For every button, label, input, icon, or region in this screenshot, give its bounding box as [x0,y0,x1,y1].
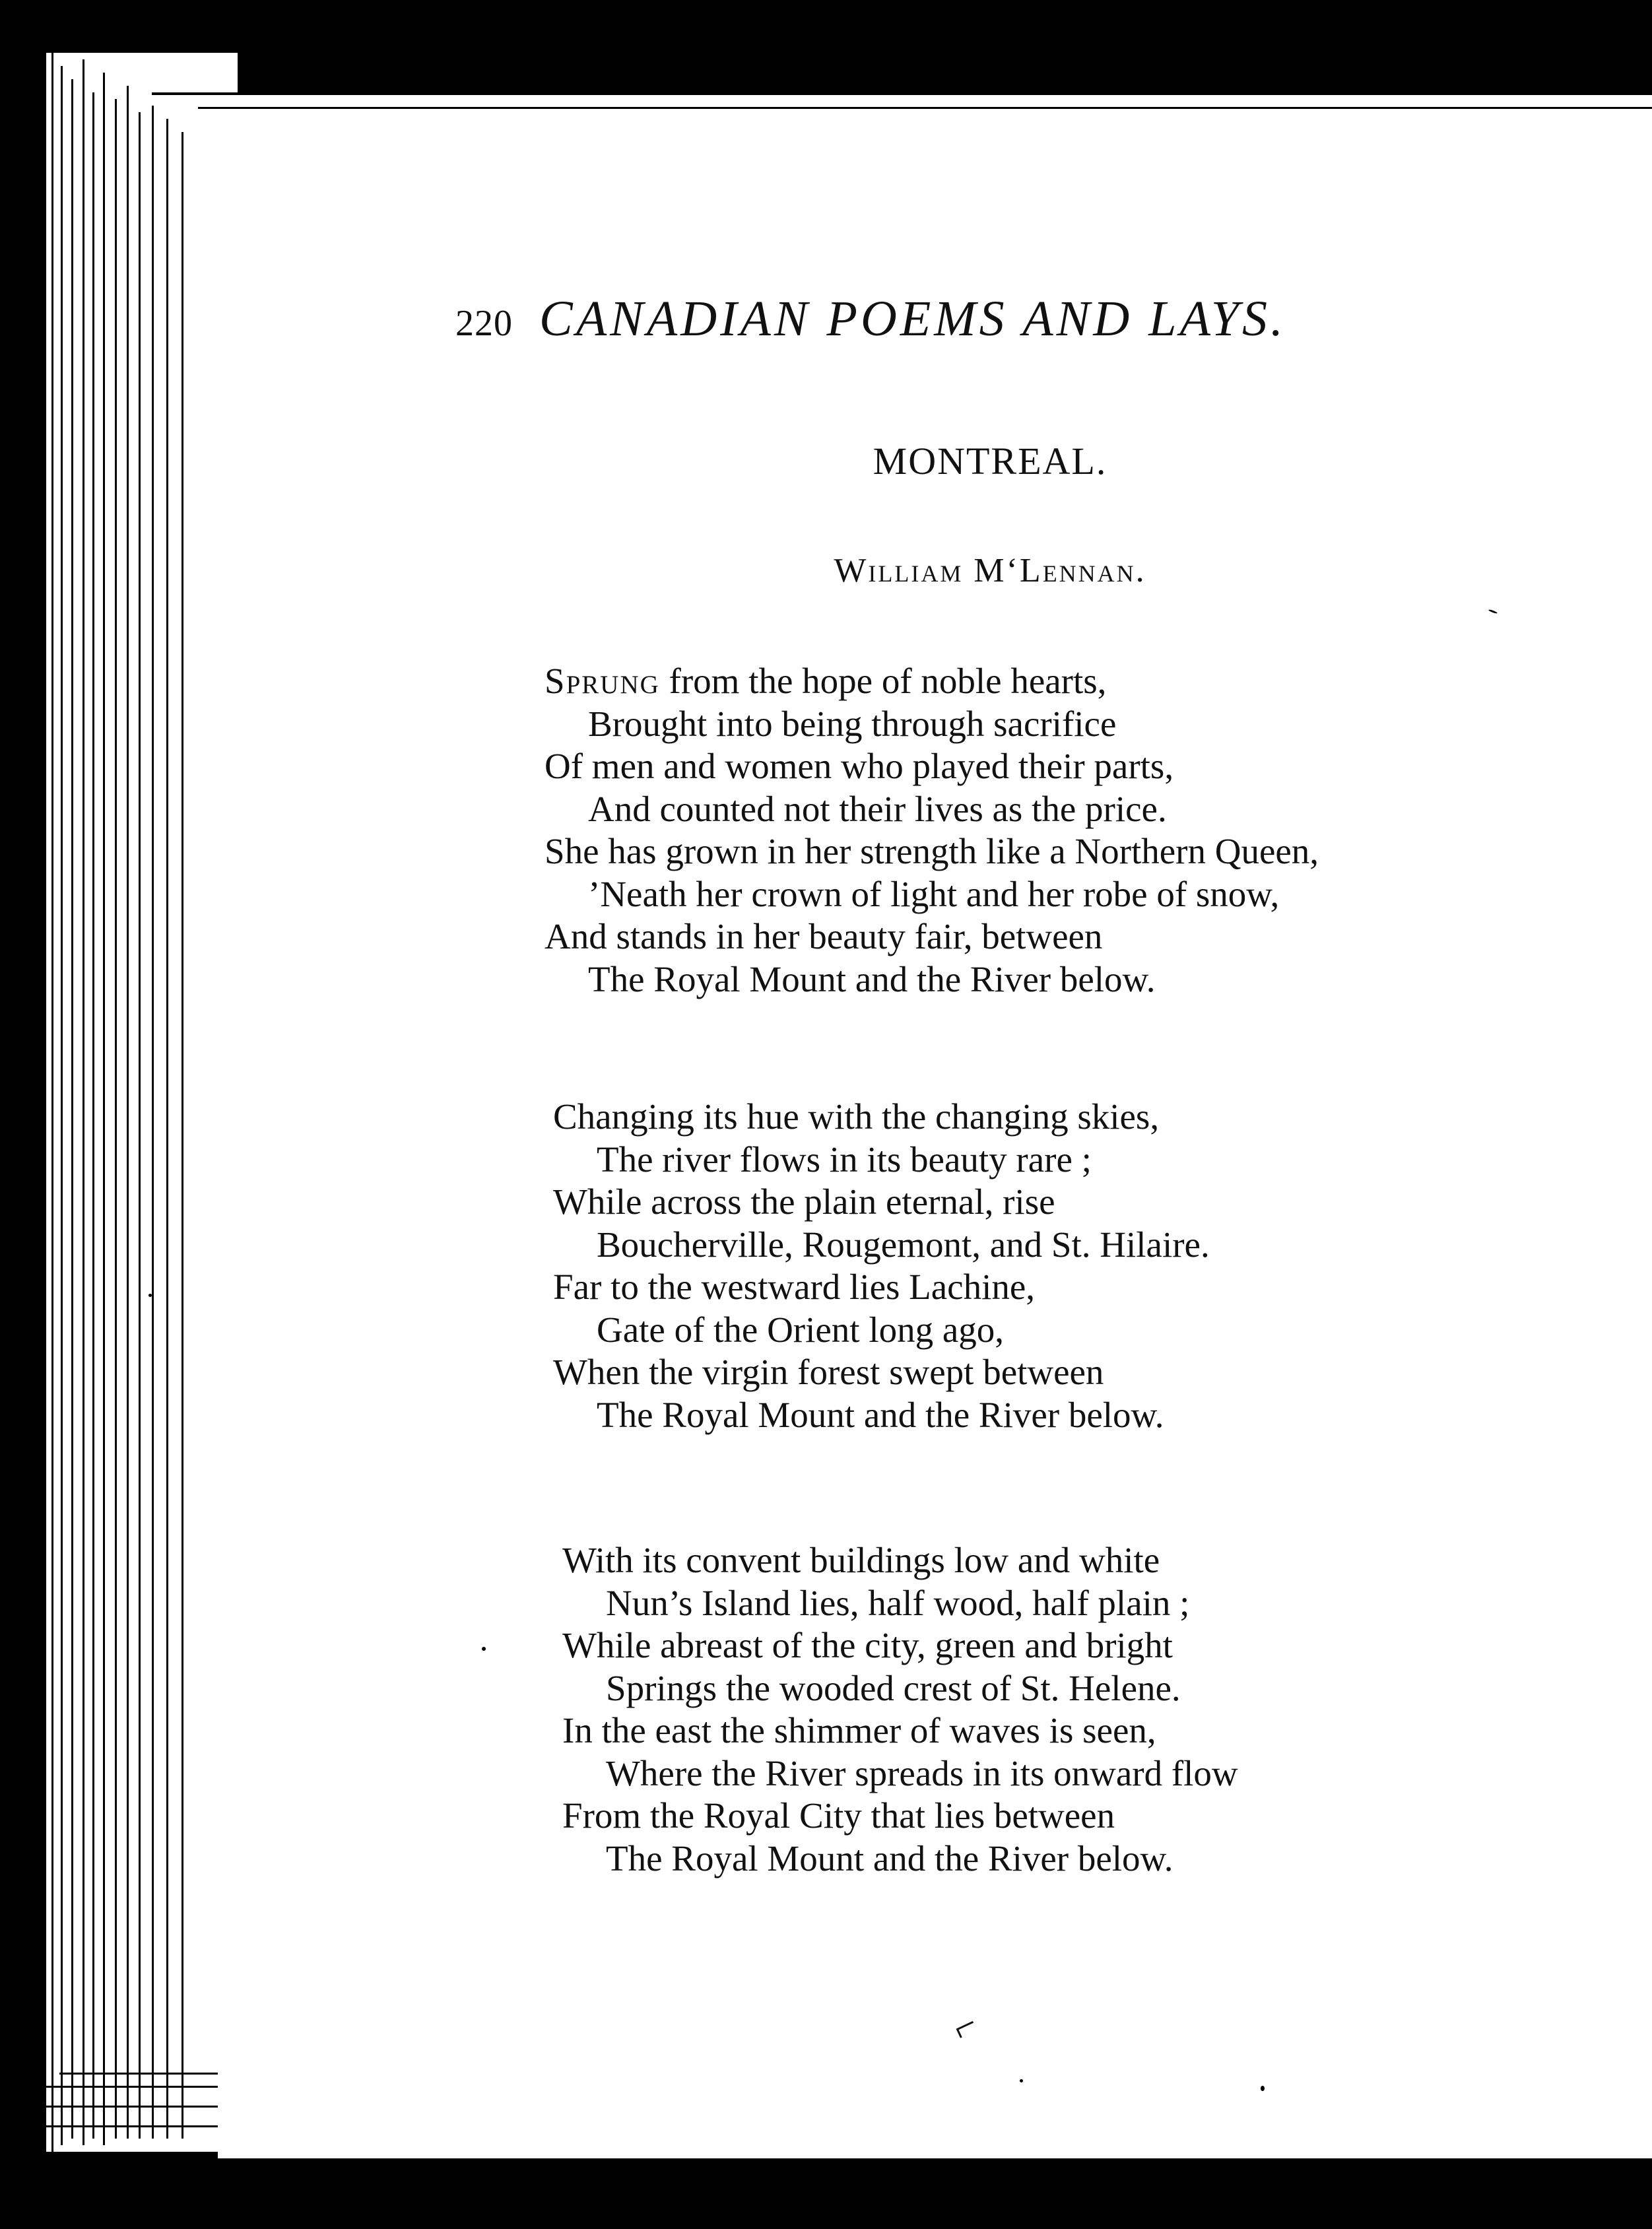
poem-line: ’Neath her crown of light and her robe of snow, [588,873,1280,914]
poem-line: Changing its hue with the changing skies, [553,1096,1160,1137]
page-number: 220 [455,303,513,344]
poem-line: The river flows in its beauty rare ; [597,1139,1092,1180]
poem-line: With its convent buildings low and white [562,1540,1160,1580]
poem-line: Where the River spreads in its onward flow [606,1752,1238,1793]
stanza [553,1096,1543,1436]
poem-line: And stands in her beauty fair, between [545,916,1103,956]
line-text: from the hope of noble hearts, [659,661,1107,701]
poem-line: In the east the shimmer of waves is seen, [562,1710,1156,1750]
poem-line: While across the plain eternal, rise [553,1181,1055,1222]
poem-line: The Royal Mount and the River below. [606,1838,1173,1879]
stanza [562,1539,1552,1880]
poem-line: While abreast of the city, green and bright [562,1625,1173,1665]
poem-line: She has grown in her strength like a Northern Queen, [545,831,1319,871]
pencil-mark: ⌐ [945,2001,984,2051]
poem-line [545,660,1535,703]
poem-line: Brought into being through sacrifice [588,703,1117,744]
poem-line: Far to the westward lies Lachine, [553,1267,1036,1307]
poem-title: MONTREAL. [873,440,1107,482]
poem-line: When the virgin forest swept between [553,1352,1104,1392]
page-edge-rule [198,107,1652,109]
poem-line: From the Royal City that lies between [562,1795,1115,1836]
poem-author: William M‘Lennan. [834,552,1146,589]
poem-line: Gate of the Orient long ago, [597,1309,1005,1350]
poem-line: Boucherville, Rougemont, and St. Hilaire. [597,1224,1210,1265]
drop-word: Sprung [545,661,660,701]
running-head [455,290,1432,348]
book-title: CANADIAN POEMS AND LAYS. [539,291,1286,347]
page-edges [46,53,238,2152]
stanza [545,660,1535,1001]
poem-line: Springs the wooded crest of St. Helene. [606,1667,1181,1708]
page-edge-rule [152,92,1652,95]
poem-line: And counted not their lives as the price. [588,788,1167,829]
poem-line: The Royal Mount and the River below. [597,1394,1164,1435]
poem-line: The Royal Mount and the River below. [588,958,1156,999]
poem-line: Of men and women who played their parts, [545,746,1174,786]
poem-line: Nun’s Island lies, half wood, half plain ; [606,1582,1190,1623]
